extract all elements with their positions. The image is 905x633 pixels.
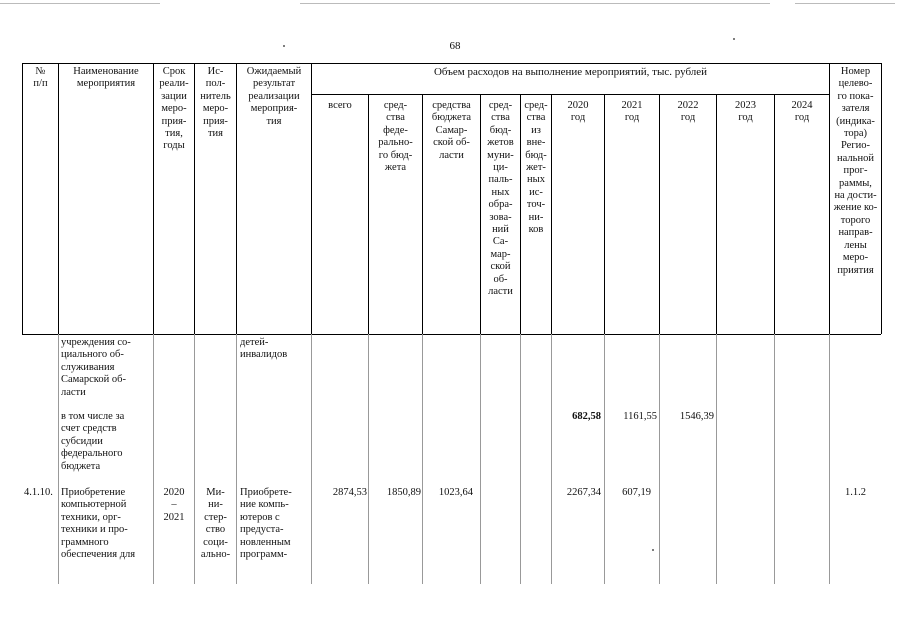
header-extra-budget: сред- ства из вне- бюд- жет- ных ис- точ- ни- ков — [524, 100, 548, 236]
subsidy-row-name: в том числе за счет средств субсидии федерального бюджета — [61, 411, 125, 472]
header-regional: средства бюджета Самар- ской об- ласти — [431, 100, 472, 161]
header-total: всего — [328, 100, 352, 111]
scan-speck — [733, 38, 735, 40]
top-scan-line-right — [795, 3, 895, 4]
item-name: Приобретение компьютерной техники, орг- техники и про- граммного обеспечения для — [61, 487, 136, 561]
item-2020: 2267,34 — [566, 487, 601, 498]
header-federal: сред- ства феде- рально- го бюд- жета — [378, 100, 413, 174]
header-result: Ожидаемый результат реализации мероприя- тия — [246, 66, 302, 127]
item-total: 2874,53 — [332, 487, 367, 498]
item-executor: Ми- ни- стер- ство соци- ально- — [200, 487, 231, 561]
continued-row-result: детей- инвалидов — [240, 337, 288, 361]
header-municipal: сред- ства бюд- жетов муни- ци- паль- ных обра- зова- ний Са- мар- ской об- ласти — [487, 100, 514, 298]
top-scan-line-middle — [300, 3, 770, 4]
header-2021: 2021 год — [621, 100, 643, 124]
header-number: № п/п — [33, 66, 48, 90]
continued-row-name: учреждения со- циального об- служивания Самарской об- ласти — [61, 337, 131, 398]
scan-speck — [652, 549, 654, 551]
header-2020: 2020 год — [567, 100, 589, 124]
header-indicator: Номер целево- го пока- зателя (индика- тора) Регио- нальной прог- раммы, на дости- жение ко- торого направ- лены меро- приятия — [833, 66, 878, 276]
header-term: Срок реали- зации меро- прия- тия, годы — [159, 66, 189, 152]
header-executor: Ис- пол- нитель меро- прия- тия — [200, 66, 231, 140]
item-number: 4.1.10. — [24, 487, 53, 498]
header-2024: 2024 год — [791, 100, 813, 124]
header-expenses-group: Объем расходов на выполнение мероприятий, тыс. рублей — [433, 66, 708, 78]
item-federal: 1850,89 — [386, 487, 421, 498]
item-indicator: 1.1.2 — [845, 487, 866, 498]
header-2022: 2022 год — [677, 100, 699, 124]
page-number: 68 — [449, 40, 461, 52]
scan-speck — [283, 45, 285, 47]
top-scan-line-left — [0, 3, 160, 4]
item-regional: 1023,64 — [438, 487, 473, 498]
item-2021: 607,19 — [622, 487, 651, 498]
subsidy-2021-value: 1161,55 — [623, 411, 657, 422]
subsidy-2022-value: 1546,39 — [679, 411, 714, 422]
header-2023: 2023 год — [735, 100, 756, 124]
item-result: Приобрете- ние компь- ютеров с предуста- новленным программ- — [240, 487, 292, 561]
header-name: Наименование мероприятия — [73, 66, 139, 90]
subsidy-2020-value: 682,58 — [572, 411, 601, 422]
item-term: 2020 – 2021 — [163, 487, 185, 523]
